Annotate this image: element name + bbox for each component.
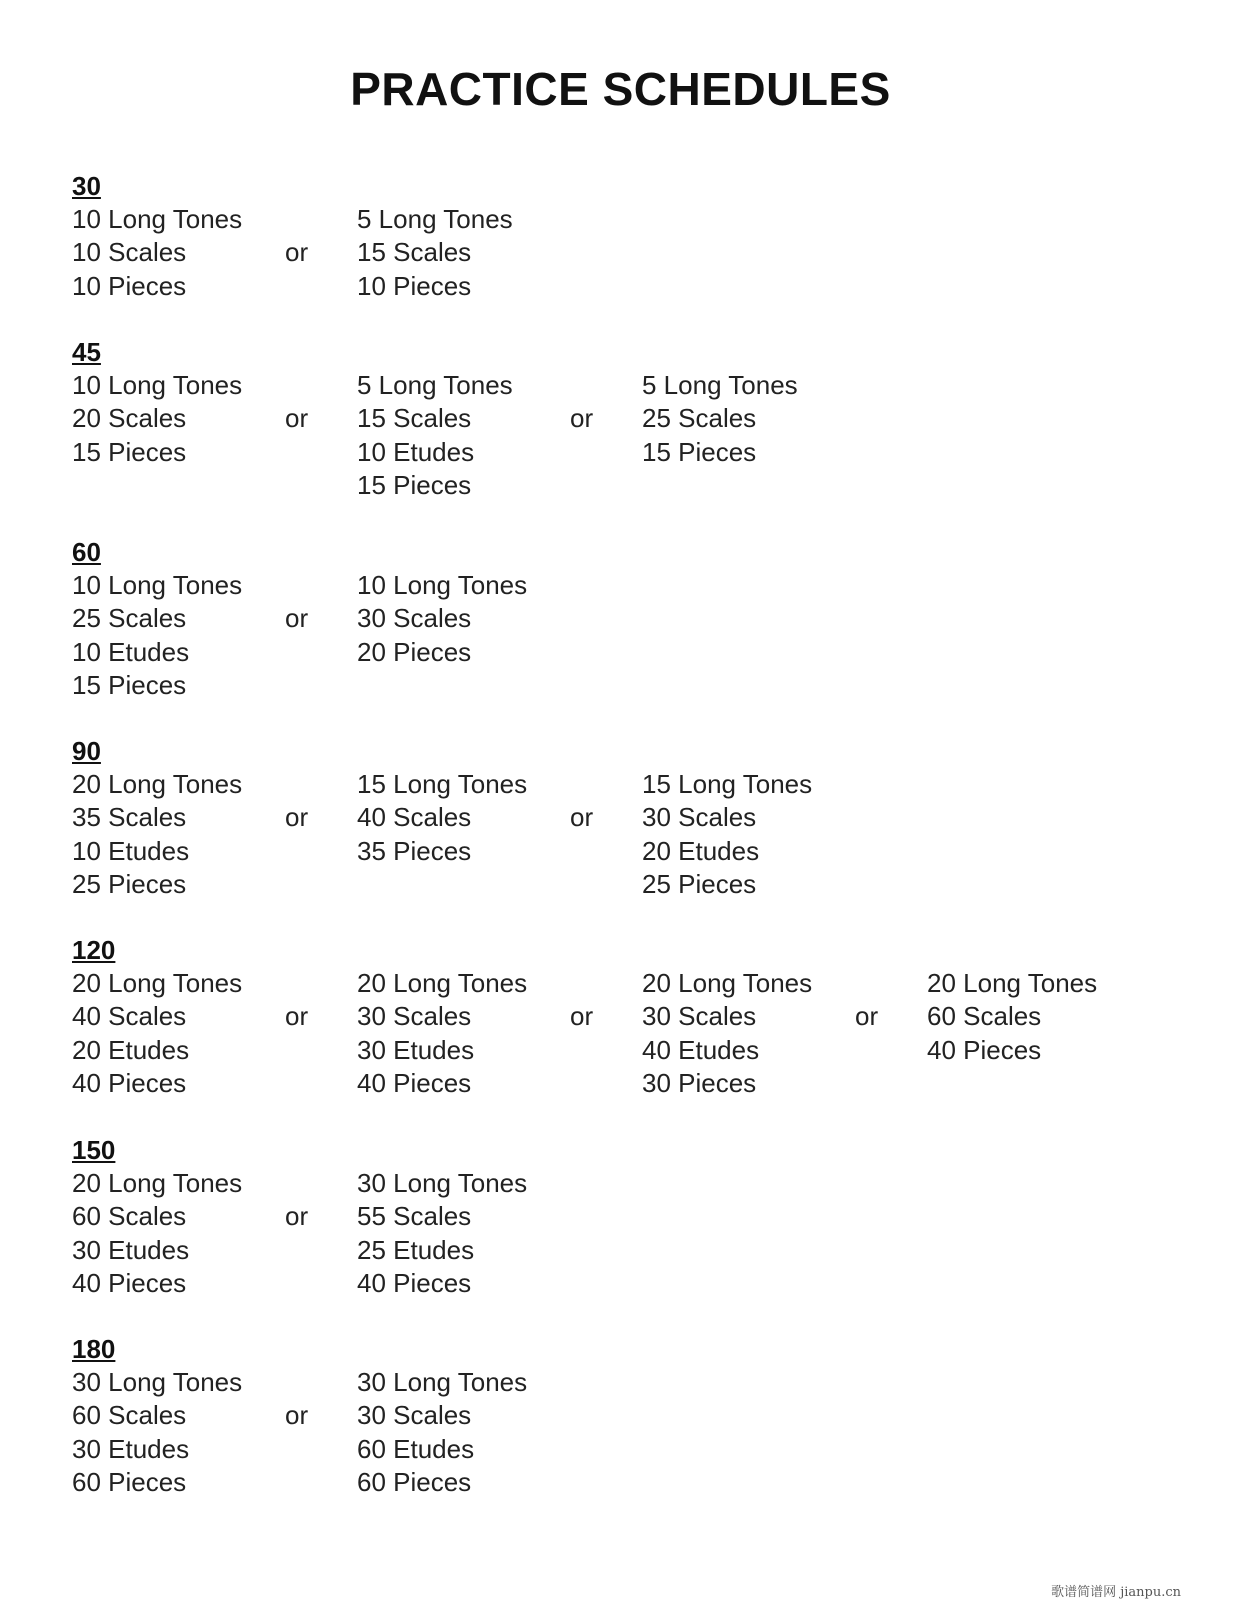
- schedule-item: 25 Scales: [642, 403, 757, 434]
- or-separator: or: [285, 403, 309, 434]
- schedule-item: 40 Pieces: [927, 1034, 1042, 1065]
- schedule-item: 40 Pieces: [72, 1067, 187, 1098]
- or-separator: or: [285, 1400, 309, 1431]
- schedule-item: 30 Pieces: [642, 1067, 757, 1098]
- or-separator: or: [570, 1001, 594, 1032]
- schedule-option: [72, 569, 242, 702]
- schedule-item: 60 Etudes: [357, 1433, 475, 1464]
- schedule-item: 15 Pieces: [642, 436, 757, 467]
- schedule-item: 40 Scales: [72, 1001, 187, 1032]
- schedule-section-90: [72, 735, 1212, 899]
- schedule-item: 30 Long Tones: [72, 1367, 243, 1397]
- schedule-option: [72, 1366, 242, 1499]
- section-minutes: 120: [72, 935, 116, 965]
- schedule-section-45: [72, 336, 1212, 500]
- schedule-item: 30 Scales: [357, 603, 472, 634]
- or-separator: or: [570, 403, 594, 434]
- schedule-item: 20 Pieces: [357, 636, 472, 667]
- or-separator: or: [285, 603, 309, 634]
- schedule-item: 35 Pieces: [357, 835, 472, 866]
- schedule-item: 15 Scales: [357, 403, 472, 434]
- schedule-item: 25 Pieces: [72, 868, 187, 899]
- schedule-item: 20 Etudes: [642, 835, 760, 866]
- or-separator: or: [285, 1201, 309, 1232]
- schedule-item: 5 Long Tones: [642, 370, 798, 400]
- schedule-option: [357, 967, 527, 1100]
- schedule-item: 15 Long Tones: [642, 769, 813, 799]
- schedule-item: 55 Scales: [357, 1201, 472, 1232]
- schedule-item: 40 Pieces: [72, 1267, 187, 1298]
- schedule-item: 60 Pieces: [357, 1466, 472, 1497]
- schedule-item: 5 Long Tones: [357, 370, 513, 400]
- schedule-section-180: [72, 1333, 1212, 1497]
- watermark: 歌谱简谱网 jianpu.cn: [1051, 1585, 1181, 1600]
- schedule-item: 20 Etudes: [72, 1034, 190, 1065]
- schedule-item: 40 Scales: [357, 802, 472, 833]
- schedule-item: 15 Pieces: [357, 469, 472, 500]
- schedule-item: 35 Scales: [72, 802, 187, 833]
- schedule-item: 25 Scales: [72, 603, 187, 634]
- schedule-item: 20 Long Tones: [927, 968, 1098, 998]
- section-minutes: 90: [72, 736, 101, 766]
- schedule-item: 60 Scales: [72, 1400, 187, 1431]
- schedule-item: 10 Long Tones: [72, 570, 243, 600]
- schedule-item: 10 Etudes: [72, 636, 190, 667]
- schedule-item: 30 Etudes: [357, 1034, 475, 1065]
- schedule-item: 60 Scales: [927, 1001, 1042, 1032]
- schedule-option: [72, 768, 242, 901]
- schedule-option: [927, 967, 1097, 1067]
- schedule-item: 30 Scales: [357, 1001, 472, 1032]
- section-minutes: 60: [72, 537, 101, 567]
- schedule-option: [357, 203, 513, 303]
- schedule-item: 20 Long Tones: [72, 769, 243, 799]
- schedule-item: 30 Scales: [642, 1001, 757, 1032]
- schedule-item: 60 Pieces: [72, 1466, 187, 1497]
- schedule-item: 15 Scales: [357, 237, 472, 268]
- schedule-item: 30 Long Tones: [357, 1168, 528, 1198]
- schedule-option: [72, 203, 242, 303]
- or-separator: or: [285, 802, 309, 833]
- schedule-item: 5 Long Tones: [357, 204, 513, 234]
- schedule-item: 15 Pieces: [72, 436, 187, 467]
- schedule-section-150: [72, 1134, 1212, 1298]
- schedule-section-120: [72, 934, 1212, 1098]
- schedule-option: [357, 768, 527, 868]
- schedule-item: 10 Etudes: [357, 436, 475, 467]
- schedule-item: 30 Scales: [642, 802, 757, 833]
- schedule-item: 40 Pieces: [357, 1267, 472, 1298]
- schedule-item: 40 Pieces: [357, 1067, 472, 1098]
- schedule-item: 10 Etudes: [72, 835, 190, 866]
- section-minutes: 180: [72, 1334, 116, 1364]
- schedule-option: [357, 569, 527, 669]
- schedule-option: [357, 1366, 527, 1499]
- or-separator: or: [285, 1001, 309, 1032]
- schedule-item: 20 Long Tones: [72, 1168, 243, 1198]
- schedule-option: [72, 1167, 242, 1300]
- schedule-item: 30 Scales: [357, 1400, 472, 1431]
- schedule-section-60: [72, 536, 1212, 700]
- schedule-option: [642, 967, 812, 1100]
- section-minutes: 45: [72, 337, 101, 367]
- page-title: PRACTICE SCHEDULES: [350, 63, 891, 115]
- schedule-item: 10 Pieces: [72, 270, 187, 301]
- schedule-item: 30 Etudes: [72, 1433, 190, 1464]
- schedule-section-30: [72, 170, 1212, 301]
- schedule-item: 20 Long Tones: [357, 968, 528, 998]
- or-separator: or: [855, 1001, 879, 1032]
- or-separator: or: [570, 802, 594, 833]
- schedule-item: 10 Long Tones: [72, 204, 243, 234]
- schedule-option: [642, 768, 812, 901]
- schedule-item: 20 Long Tones: [72, 968, 243, 998]
- schedule-option: [72, 967, 242, 1100]
- schedule-item: 20 Scales: [72, 403, 187, 434]
- schedule-item: 10 Long Tones: [72, 370, 243, 400]
- schedule-item: 20 Long Tones: [642, 968, 813, 998]
- schedule-item: 10 Scales: [72, 237, 187, 268]
- schedule-option: [642, 369, 798, 469]
- or-separator: or: [285, 237, 309, 268]
- schedule-item: 15 Long Tones: [357, 769, 528, 799]
- schedule-item: 15 Pieces: [72, 669, 187, 700]
- schedule-item: 30 Etudes: [72, 1234, 190, 1265]
- section-minutes: 30: [72, 171, 101, 201]
- schedule-option: [357, 369, 513, 502]
- schedule-option: [72, 369, 242, 469]
- schedule-item: 10 Long Tones: [357, 570, 528, 600]
- schedule-option: [357, 1167, 527, 1300]
- schedule-item: 60 Scales: [72, 1201, 187, 1232]
- schedule-item: 25 Etudes: [357, 1234, 475, 1265]
- schedule-item: 10 Pieces: [357, 270, 472, 301]
- schedule-item: 30 Long Tones: [357, 1367, 528, 1397]
- schedule-item: 40 Etudes: [642, 1034, 760, 1065]
- section-minutes: 150: [72, 1135, 116, 1165]
- schedule-item: 25 Pieces: [642, 868, 757, 899]
